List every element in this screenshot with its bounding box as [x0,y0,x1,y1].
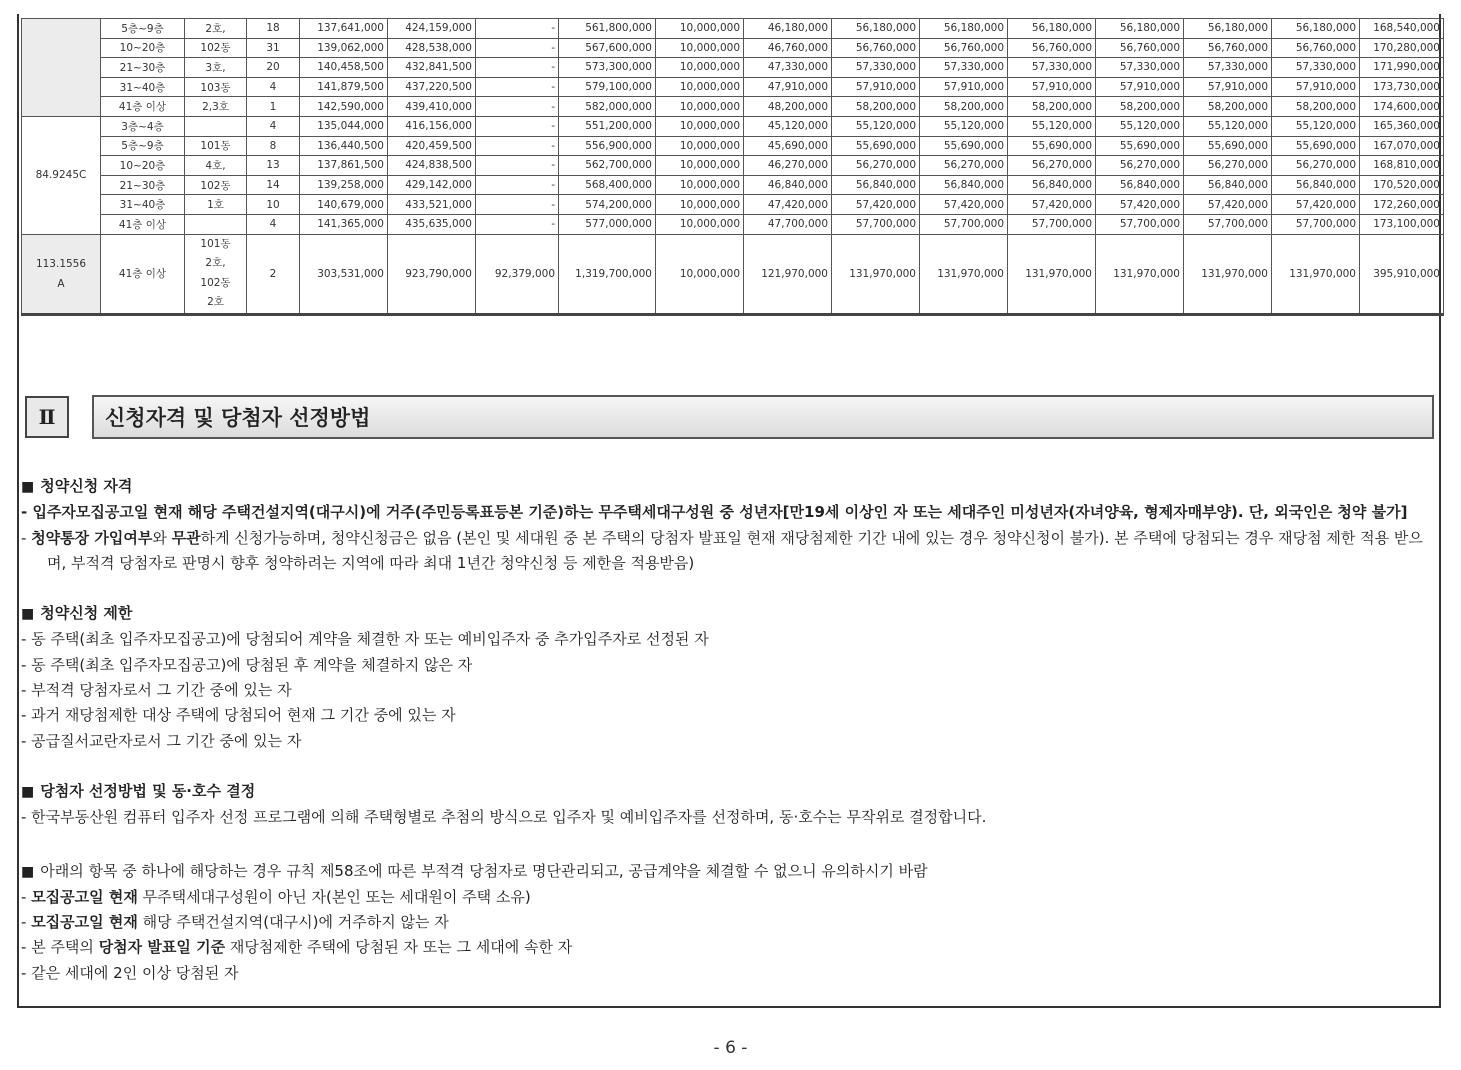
table-cell: 56,760,000 [1184,38,1272,58]
table-cell: 56,180,000 [832,19,920,39]
price-table [21,18,1444,316]
table-cell: - [476,116,559,136]
table-cell: 55,690,000 [1272,136,1360,156]
table-cell: 10,000,000 [656,156,744,176]
page-number: - 6 - [713,1038,748,1058]
table-cell: 168,540,000 [1360,19,1444,39]
table-cell: 10,000,000 [656,116,744,136]
table-cell: 55,690,000 [832,136,920,156]
table-cell: 582,000,000 [559,97,656,117]
table-row [22,38,1444,58]
table-cell: - [476,214,559,234]
table-cell: 56,270,000 [1096,156,1184,176]
table-cell: - [476,58,559,78]
bold-text: 청약통장 가입여부 [31,528,153,547]
table-cell: 10~20층 [101,156,185,176]
heading-text: 아래의 항목 중 하나에 해당하는 경우 규칙 제58조에 따른 부적격 당첨자로 명단관리되고, 공급계약을 체결할 수 없으니 유의하시기 바람 [40,861,928,880]
table-cell: 131,970,000 [1096,234,1184,314]
table-cell: 58,200,000 [1184,97,1272,117]
table-cell: 56,180,000 [1008,19,1096,39]
table-cell: 170,280,000 [1360,38,1444,58]
table-cell: 57,700,000 [1096,214,1184,234]
table-cell: 424,159,000 [388,19,476,39]
table-cell: 10,000,000 [656,19,744,39]
table-cell: 10~20층 [101,38,185,58]
heading-text: 청약신청 자격 [40,477,133,495]
table-cell: 5층~9층 [101,136,185,156]
table-cell: 131,970,000 [920,234,1008,314]
table-cell: 141,365,000 [300,214,388,234]
ineligible-item-2: - 모집공고일 현재 해당 주택건설지역(대구시)에 거주하지 않는 자 [21,913,449,932]
table-cell: 56,180,000 [1184,19,1272,39]
table-cell: 139,062,000 [300,38,388,58]
table-cell: 303,531,000 [300,234,388,314]
table-row [22,195,1444,215]
table-cell: 20 [247,58,300,78]
table-row [22,156,1444,176]
table-cell: 2 [247,234,300,314]
table-cell: 56,840,000 [920,175,1008,195]
table-cell: 2,3호 [185,97,247,117]
table-row [22,175,1444,195]
table-cell: 4 [247,116,300,136]
table-cell: 173,100,000 [1360,214,1444,234]
table-cell: 57,910,000 [1096,77,1184,97]
table-cell: - [476,38,559,58]
table-cell [185,214,247,234]
restriction-item: - 과거 재당첨제한 대상 주택에 당첨되어 현재 그 기간 중에 있는 자 [21,706,456,725]
table-cell: 173,730,000 [1360,77,1444,97]
table-cell: 46,760,000 [744,38,832,58]
table-cell: 57,700,000 [1184,214,1272,234]
table-cell: 56,840,000 [1096,175,1184,195]
table-cell: 57,700,000 [1272,214,1360,234]
dong-line: 2호 [207,296,224,309]
table-cell: 56,760,000 [1272,38,1360,58]
table-cell: 13 [247,156,300,176]
section-title: 신청자격 및 당첨자 선정방법 [92,395,1434,439]
table-cell: 174,600,000 [1360,97,1444,117]
table-cell: 56,180,000 [1096,19,1184,39]
table-cell: 121,970,000 [744,234,832,314]
table-cell: 140,679,000 [300,195,388,215]
table-cell: 57,330,000 [1184,58,1272,78]
table-cell: 551,200,000 [559,116,656,136]
bold-text: 모집공고일 현재 [31,913,138,932]
table-cell: 167,070,000 [1360,136,1444,156]
type-line: A [57,277,65,290]
table-cell: 131,970,000 [1184,234,1272,314]
table-cell: 5층~9층 [101,19,185,39]
table-cell: 41층 이상 [101,97,185,117]
table-cell: 56,760,000 [832,38,920,58]
table-cell: 21~30층 [101,175,185,195]
table-cell: 58,200,000 [920,97,1008,117]
table-cell: 57,330,000 [1096,58,1184,78]
table-cell: 56,840,000 [832,175,920,195]
table-cell: 56,270,000 [920,156,1008,176]
table-cell: 3호, [185,58,247,78]
table-cell: 137,641,000 [300,19,388,39]
table-cell: 429,142,000 [388,175,476,195]
text: 와 [152,528,172,547]
table-cell: 395,910,000 [1360,234,1444,314]
table-cell: 57,910,000 [1272,77,1360,97]
table-cell: 47,700,000 [744,214,832,234]
table-cell: 57,910,000 [832,77,920,97]
table-cell: 102동 [185,38,247,58]
table-cell: 574,200,000 [559,195,656,215]
table-cell: 57,700,000 [1008,214,1096,234]
table-cell: 562,700,000 [559,156,656,176]
table-cell: 1 [247,97,300,117]
square-bullet-icon: ■ [21,783,35,800]
table-cell: 47,330,000 [744,58,832,78]
dong-line: 101동 [200,237,231,250]
table-cell: 55,120,000 [920,116,1008,136]
table-cell: 45,120,000 [744,116,832,136]
table-cell: 55,120,000 [1008,116,1096,136]
table-row [22,19,1444,39]
table-cell: 47,420,000 [744,195,832,215]
table-cell: - [476,97,559,117]
table-cell: 31~40층 [101,77,185,97]
table-cell: 10,000,000 [656,58,744,78]
table-cell: 131,970,000 [1008,234,1096,314]
text: 해당 주택건설지역(대구시)에 거주하지 않는 자 [137,913,449,932]
table-cell: 55,690,000 [1096,136,1184,156]
dong-line: 2호, [205,257,226,270]
table-cell [185,116,247,136]
table-cell: 556,900,000 [559,136,656,156]
section-number: Ⅱ [25,396,69,438]
table-cell: 56,760,000 [1008,38,1096,58]
table-cell: 58,200,000 [1008,97,1096,117]
type-cell [22,19,101,117]
table-cell: 56,180,000 [1272,19,1360,39]
table-cell: 437,220,500 [388,77,476,97]
table-cell: 45,690,000 [744,136,832,156]
table-cell: 135,044,000 [300,116,388,136]
table-cell: 10,000,000 [656,214,744,234]
table-cell: 56,270,000 [1184,156,1272,176]
table-cell: 48,200,000 [744,97,832,117]
table-cell: 31~40층 [101,195,185,215]
heading-text: 당첨자 선정방법 및 동·호수 결정 [40,781,256,800]
table-cell: 171,990,000 [1360,58,1444,78]
bold-text: 무관 [171,528,201,547]
table-cell: 137,861,500 [300,156,388,176]
table-cell: 14 [247,175,300,195]
table-cell: 55,690,000 [1184,136,1272,156]
dong-line: 102동 [200,276,231,289]
table-cell: 432,841,500 [388,58,476,78]
table-cell: 57,910,000 [1008,77,1096,97]
table-cell: 424,838,500 [388,156,476,176]
table-cell: 21~30층 [101,58,185,78]
table-cell: 56,840,000 [1008,175,1096,195]
table-cell: 10,000,000 [656,175,744,195]
table-cell: 58,200,000 [1272,97,1360,117]
table-cell: 56,840,000 [1184,175,1272,195]
table-cell: 41층 이상 [101,214,185,234]
table-cell: 567,600,000 [559,38,656,58]
restriction-item: - 공급질서교란자로서 그 기간 중에 있는 자 [21,731,302,750]
table-cell: 170,520,000 [1360,175,1444,195]
table-cell: 101동 [185,136,247,156]
table-cell: 131,970,000 [832,234,920,314]
table-cell: 56,760,000 [1096,38,1184,58]
ineligible-item-1: - 모집공고일 현재 무주택세대구성원이 아닌 자(본인 또는 세대원이 주택 소유) [21,887,531,906]
table-cell: 139,258,000 [300,175,388,195]
square-bullet-icon: ■ [21,479,35,495]
table-cell: 56,270,000 [1008,156,1096,176]
qualification-item-2: - 청약통장 가입여부와 무관하게 신청가능하며, 청약신청금은 없음 (본인 및 세대원 중 본 주택의 당첨자 발표일 현재 재당첨제한 기간 내에 있는 경우 청약신청이 불가). 본 주택에 당첨되는 경우 재당첨 제한 적용 받으며, 부적격 당첨자로 판명시 향후 청약하려는 지역에 따라 최대 1년간 청약신청 등 제한을 적용받음) [21,528,1423,572]
table-cell: 58,200,000 [832,97,920,117]
table-cell: 46,270,000 [744,156,832,176]
table-cell: 56,270,000 [832,156,920,176]
table-cell: 4호, [185,156,247,176]
table-cell: 46,840,000 [744,175,832,195]
table-cell: 433,521,000 [388,195,476,215]
type-cell: 84.9245C [22,116,101,234]
section-content [21,474,1431,986]
table-cell: 561,800,000 [559,19,656,39]
table-cell: 10 [247,195,300,215]
heading-ineligible [21,859,1431,885]
table-cell: 31 [247,38,300,58]
table-cell: 416,156,000 [388,116,476,136]
type-line: 113.1556 [35,257,87,270]
table-cell: 1,319,700,000 [559,234,656,314]
table-cell: 57,420,000 [1008,195,1096,215]
table-cell: - [476,156,559,176]
table-row [22,234,1444,314]
table-row [22,77,1444,97]
table-cell: 577,000,000 [559,214,656,234]
table-cell: 58,200,000 [1096,97,1184,117]
table-cell: 103동 [185,77,247,97]
table-cell: 56,840,000 [1272,175,1360,195]
table-cell: 2호, [185,19,247,39]
table-row [22,97,1444,117]
heading-selection [21,779,1431,805]
table-cell: 420,459,500 [388,136,476,156]
table-cell: 172,260,000 [1360,195,1444,215]
table-cell: - [476,195,559,215]
table-cell: 55,690,000 [1008,136,1096,156]
table-cell: 10,000,000 [656,195,744,215]
table-cell: 55,120,000 [1272,116,1360,136]
table-cell: 55,120,000 [1096,116,1184,136]
table-cell: 8 [247,136,300,156]
table-cell [22,234,101,314]
ineligible-item-3: - 본 주택의 당첨자 발표일 기준 재당첨제한 주택에 당첨된 자 또는 그 세대에 속한 자 [21,938,573,957]
table-cell: 165,360,000 [1360,116,1444,136]
table-cell: 10,000,000 [656,38,744,58]
table-cell: 56,760,000 [920,38,1008,58]
table-cell: 46,180,000 [744,19,832,39]
table-cell: 57,420,000 [1096,195,1184,215]
table-cell: - [476,19,559,39]
table-cell: 57,700,000 [832,214,920,234]
table-cell: 439,410,000 [388,97,476,117]
table-cell: 4 [247,214,300,234]
table-cell: 131,970,000 [1272,234,1360,314]
table-cell: 10,000,000 [656,234,744,314]
table-cell [185,234,247,314]
selection-item: - 한국부동산원 컴퓨터 입주자 선정 프로그램에 의해 주택형별로 추첨의 방식으로 입주자 및 예비입주자를 선정하며, 동·호수는 무작위로 결정합니다. [21,808,987,827]
table-cell: - [476,175,559,195]
table-cell: 57,420,000 [832,195,920,215]
table-row [22,136,1444,156]
restriction-item: - 동 주택(최초 입주자모집공고)에 당첨되어 계약을 체결한 자 또는 예비입주자 중 추가입주자로 선정된 자 [21,630,709,649]
heading-qualification [21,474,1431,500]
table-cell: - [476,136,559,156]
table-cell: 57,420,000 [1272,195,1360,215]
table-cell: 57,910,000 [920,77,1008,97]
square-bullet-icon: ■ [21,606,35,623]
qualification-item-1: - 입주자모집공고일 현재 해당 주택건설지역(대구시)에 거주(주민등록표등본 기준)하는 무주택세대구성원 중 성년자[만19세 이상인 자 또는 세대주인 미성년자(자녀양육, 형제자매부양). 단, 외국인은 청약 불가] [21,503,1408,522]
table-cell: 142,590,000 [300,97,388,117]
table-cell: 47,910,000 [744,77,832,97]
table-cell: 168,810,000 [1360,156,1444,176]
table-cell: 92,379,000 [476,234,559,314]
table-cell: 57,330,000 [832,58,920,78]
table-cell: 57,330,000 [1008,58,1096,78]
table-row [22,214,1444,234]
table-cell: 4 [247,77,300,97]
heading-restriction [21,601,1431,627]
table-cell: 18 [247,19,300,39]
bold-text: 모집공고일 현재 [31,887,138,906]
table-cell: 3층~4층 [101,116,185,136]
table-cell: 10,000,000 [656,77,744,97]
table-cell: 435,635,000 [388,214,476,234]
table-cell: 57,420,000 [920,195,1008,215]
table-cell: 140,458,500 [300,58,388,78]
text: 본 주택의 [31,938,99,957]
table-cell: 56,180,000 [920,19,1008,39]
table-cell: 55,120,000 [832,116,920,136]
table-cell: 923,790,000 [388,234,476,314]
table-row [22,116,1444,136]
text: 무주택세대구성원이 아닌 자(본인 또는 세대원이 주택 소유) [137,887,531,906]
bold-text: 당첨자 발표일 기준 [98,938,226,957]
table-cell: 1호 [185,195,247,215]
table-cell: 573,300,000 [559,58,656,78]
table-cell: 57,330,000 [1272,58,1360,78]
table-cell: 55,120,000 [1184,116,1272,136]
table-cell: 55,690,000 [920,136,1008,156]
table-cell: 57,330,000 [920,58,1008,78]
table-row [22,58,1444,78]
table-cell: 141,879,500 [300,77,388,97]
heading-text: 청약신청 제한 [40,604,133,623]
ineligible-item-4: - 같은 세대에 2인 이상 당첨된 자 [21,963,239,982]
restriction-item: - 동 주택(최초 입주자모집공고)에 당첨된 후 계약을 체결하지 않은 자 [21,655,473,674]
table-cell: 136,440,500 [300,136,388,156]
table-cell: 10,000,000 [656,97,744,117]
text: 하게 신청가능하며, 청약신청금은 없음 (본인 및 세대원 중 본 주택의 당첨자 발표일 현재 재당첨제한 기간 내에 있는 경우 청약신청이 불가). 본 주택에 당첨되는 경우 재당첨 제한 적용 받으며, 부적격 당첨자로 판명시 향후 청약하려는 지역에 따라 최대 1년간 청약신청 등 제한을 적용받음) [47,528,1423,572]
table-cell: 56,270,000 [1272,156,1360,176]
table-cell: 10,000,000 [656,136,744,156]
restriction-item: - 부적격 당첨자로서 그 기간 중에 있는 자 [21,681,292,700]
table-cell: 568,400,000 [559,175,656,195]
table-cell: 102동 [185,175,247,195]
table-cell: 57,910,000 [1184,77,1272,97]
table-cell: 428,538,000 [388,38,476,58]
table-cell: 57,420,000 [1184,195,1272,215]
text: 재당첨제한 주택에 당첨된 자 또는 그 세대에 속한 자 [225,938,573,957]
table-cell: 57,700,000 [920,214,1008,234]
square-bullet-icon: ■ [21,863,35,880]
table-cell: 579,100,000 [559,77,656,97]
table-cell: 41층 이상 [101,234,185,314]
table-cell: - [476,77,559,97]
